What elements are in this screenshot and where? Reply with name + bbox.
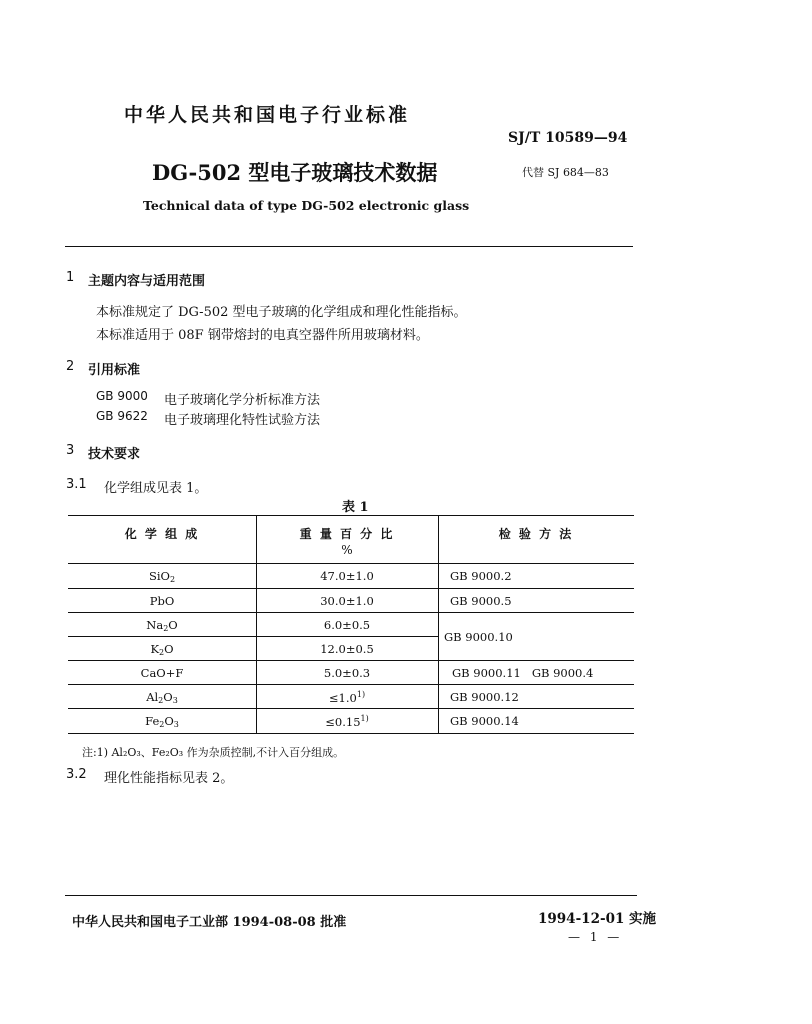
reference-code: GB 9000 <box>96 389 148 403</box>
table-row-rule <box>68 612 634 613</box>
table-top-border <box>68 515 634 516</box>
table-row-rule <box>68 636 438 637</box>
table-header-rule <box>68 563 634 564</box>
section-3-number: 3 <box>66 443 75 458</box>
english-title: Technical data of type DG-502 electronic glass <box>143 198 470 213</box>
issuing-organization: 中华人民共和国电子行业标准 <box>124 104 411 126</box>
section-1-paragraph-2: 本标准适用于 08F 钢带熔封的电真空器件所用玻璃材料。 <box>96 328 429 343</box>
table-cell-component: SiO$_2$ <box>148 569 176 584</box>
section-1-paragraph-1: 本标准规定了 DG-502 型电子玻璃的化学组成和理化性能指标。 <box>96 305 467 320</box>
table-cell-method: GB 9000.12 <box>450 690 519 704</box>
table-cell-component: PbO <box>149 594 175 608</box>
header-method: 检 验 方 法 <box>498 527 574 541</box>
table-bottom-border <box>68 733 634 734</box>
section-1-title: 主题内容与适用范围 <box>88 274 206 289</box>
section-3-title: 技术要求 <box>88 447 141 462</box>
table-1-caption: 表 1 <box>342 500 369 515</box>
table-cell-method: GB 9000.2 <box>450 569 512 583</box>
table-cell-component: $K_2O$ <box>150 642 174 657</box>
section-3-1-number: 3.1 <box>66 477 87 492</box>
table-cell-value: $\le 1.0^{1)}$ <box>328 690 366 705</box>
header-mass-percent: 重 量 百 分 比 <box>299 527 395 541</box>
table-cell-value: 6.0±0.5 <box>323 618 371 632</box>
effective-date: 1994-12-01 实施 <box>538 911 657 927</box>
reference-title: 电子玻璃化学分析标准方法 <box>164 393 321 408</box>
table-cell-value: 12.0±0.5 <box>320 642 374 656</box>
section-2-number: 2 <box>66 359 75 374</box>
section-3-2-text: 理化性能指标见表 2。 <box>104 771 234 786</box>
header-unit: % <box>341 543 353 557</box>
replaces-standard: 代替 SJ 684—83 <box>522 166 609 179</box>
table-row-rule <box>68 588 634 589</box>
table-1-footnote: 注:1) Al₂O₃、Fe₂O₃ 作为杂质控制,不计入百分组成。 <box>82 746 345 759</box>
reference-title: 电子玻璃理化特性试验方法 <box>164 413 321 428</box>
header-component: 化 学 组 成 <box>124 527 200 541</box>
table-row-rule <box>68 684 634 685</box>
table-cell-value: $\le 0.15^{1)}$ <box>325 714 369 729</box>
table-column-rule <box>438 515 439 733</box>
table-cell-component: $Al_2O_3$ <box>146 690 178 705</box>
table-cell-component: $Na_2O$ <box>146 618 178 633</box>
table-cell-component: $Fe_2O_3$ <box>145 714 179 729</box>
table-cell-component: CaO+F <box>140 666 184 680</box>
table-row-rule <box>68 660 634 661</box>
table-cell-value: 47.0±1.0 <box>320 569 374 583</box>
document-title: DG-502 型电子玻璃技术数据 <box>152 160 438 185</box>
table-cell-method: GB 9000.5 <box>450 594 512 608</box>
approval-statement: 中华人民共和国电子工业部 1994-08-08 批准 <box>72 915 347 930</box>
page-number: — 1 — <box>568 930 623 944</box>
table-cell-value: 5.0±0.3 <box>323 666 371 680</box>
header-divider <box>65 246 633 247</box>
table-cell-value: 30.0±1.0 <box>320 594 374 608</box>
section-2-title: 引用标准 <box>88 363 141 378</box>
table-row-rule <box>68 708 634 709</box>
footer-divider <box>65 895 637 896</box>
table-cell-method: GB 9000.14 <box>450 714 519 728</box>
section-1-number: 1 <box>66 270 75 285</box>
section-3-1-text: 化学组成见表 1。 <box>104 481 208 496</box>
standard-code: SJ/T 10589—94 <box>508 130 628 146</box>
section-3-2-number: 3.2 <box>66 767 87 782</box>
table-cell-method-merged: GB 9000.10 <box>444 630 513 644</box>
reference-code: GB 9622 <box>96 409 148 423</box>
table-cell-method: GB 9000.11 GB 9000.4 <box>452 666 594 680</box>
